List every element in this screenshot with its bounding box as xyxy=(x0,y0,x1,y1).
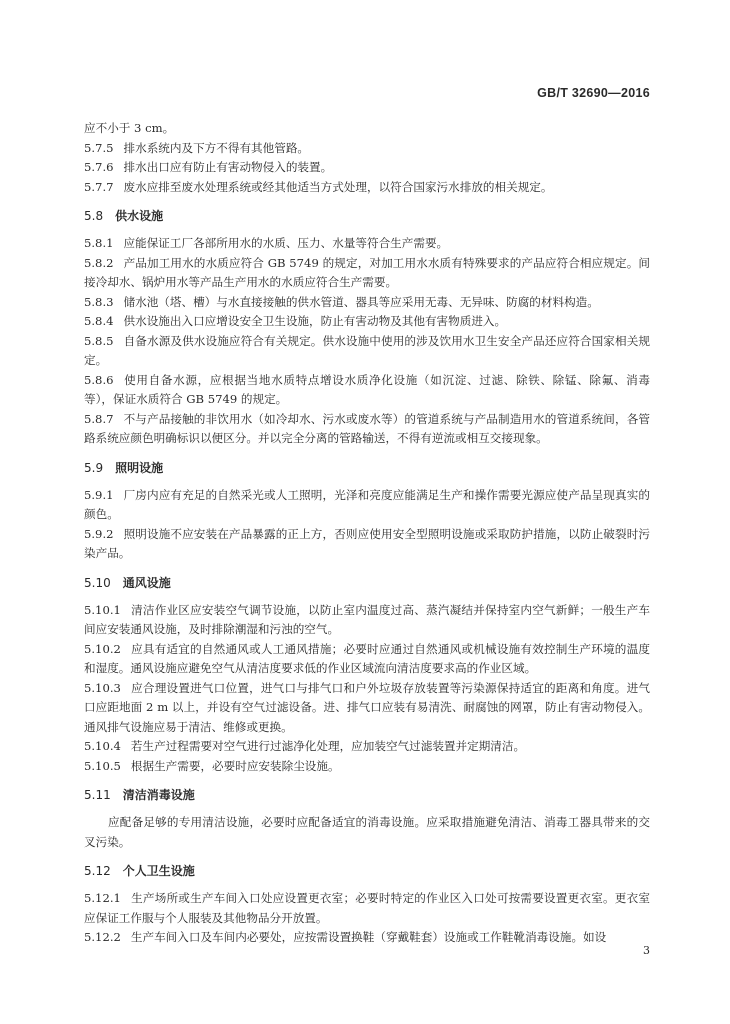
clause-text: 应具有适宜的自然通风或人工通风措施；必要时应通过自然通风或机械设施有效控制生产环境的温度和湿度。通风设施应避免空气从清洁度要求低的作业区域流向清洁度要求高的作业区域。 xyxy=(84,641,650,675)
clause-number: 5.12.1 xyxy=(84,891,121,905)
clause-text: 排水出口应有防止有害动物侵入的装置。 xyxy=(123,160,333,174)
section-title: 通风设施 xyxy=(122,575,171,590)
clause-paragraph xyxy=(84,757,650,777)
section-number: 5.9 xyxy=(84,460,104,475)
clause-number: 5.10.3 xyxy=(84,680,121,695)
page-number: 3 xyxy=(643,944,650,957)
clause-text: 产品加工用水的水质应符合 GB 5749 的规定，对加工用水水质有特殊要求的产品应符合相应规定。间接冷却水、锅炉用水等产品生产用水的水质应符合生产需要。 xyxy=(84,255,650,289)
clause-paragraph xyxy=(84,312,650,332)
clause-paragraph xyxy=(84,234,650,254)
section-number: 5.10 xyxy=(84,575,111,590)
clause-paragraph xyxy=(84,640,650,679)
section-number: 5.11 xyxy=(84,788,111,802)
clause-paragraph xyxy=(84,293,650,313)
clause-text: 储水池（塔、槽）与水直接接触的供水管道、器具等应采用无毒、无异味、防腐的材料构造。 xyxy=(123,294,599,309)
clause-paragraph xyxy=(84,158,650,178)
clause-number: 5.8.7 xyxy=(84,411,114,426)
clause-text: 排水系统内及下方不得有其他管路。 xyxy=(123,140,310,155)
clause-text: 应不小于 3 cm。 xyxy=(84,121,175,135)
clause-number: 5.10.5 xyxy=(84,758,121,773)
clause-number: 5.9.2 xyxy=(84,526,114,541)
clause-number: 5.7.6 xyxy=(84,160,114,174)
clause-text: 应配备足够的专用清洁设施，必要时应配备适宜的消毒设施。应采取措施避免清洁、消毒工器具带来的交叉污染。 xyxy=(84,815,650,849)
clause-number: 5.12.2 xyxy=(84,930,121,944)
clause-paragraph xyxy=(84,139,650,159)
clause-paragraph xyxy=(84,486,650,525)
clause-number: 5.10.2 xyxy=(84,641,121,656)
section-heading xyxy=(84,861,650,881)
clause-text: 清洁作业区应安装空气调节设施，以防止室内温度过高、蒸汽凝结并保持室内空气新鲜；一般生产车间应安装通风设施，及时排除潮湿和污浊的空气。 xyxy=(84,602,650,636)
clause-paragraph xyxy=(84,737,650,757)
clause-text: 厂房内应有充足的自然采光或人工照明，光泽和亮度应能满足生产和操作需要光源应使产品呈现真实的颜色。 xyxy=(84,487,650,521)
document-body xyxy=(84,119,650,948)
section-heading xyxy=(84,206,650,226)
clause-paragraph xyxy=(84,410,650,449)
clause-number: 5.7.5 xyxy=(84,140,114,155)
section-heading xyxy=(84,573,650,593)
clause-text: 若生产过程需要对空气进行过滤净化处理，应加装空气过滤装置并定期清洁。 xyxy=(130,739,526,753)
clause-number: 5.8.5 xyxy=(84,333,114,348)
clause-number: 5.8.6 xyxy=(84,372,114,387)
clause-text: 不与产品接触的非饮用水（如冷却水、污水或废水等）的管道系统与产品制造用水的管道系统间，各管路系统应颜色明确标识以便区分。并以完全分离的管路输送，不得有逆流或相互交接现象。 xyxy=(84,411,650,445)
clause-number: 5.9.1 xyxy=(84,487,114,502)
clause-text: 废水应排至废水处理系统或经其他适当方式处理，以符合国家污水排放的相关规定。 xyxy=(123,179,553,194)
clause-paragraph xyxy=(84,928,650,948)
clause-paragraph xyxy=(84,525,650,564)
clause-text: 生产场所或生产车间入口处应设置更衣室；必要时特定的作业区入口处可按需要设置更衣室。更衣室应保证工作服与个人服装及其他物品分开放置。 xyxy=(84,891,650,925)
clause-paragraph xyxy=(84,371,650,410)
clause-text: 应合理设置进气口位置，进气口与排气口和户外垃圾存放装置等污染源保持适宜的距离和角度。进气口应距地面 2 m 以上，并设有空气过滤设备。进、排气口应装有易清洗、耐腐蚀的网罩，防止有害动物侵入。通风排气设施应易于清洁、维修或更换。 xyxy=(84,680,650,734)
clause-paragraph xyxy=(84,254,650,293)
section-heading xyxy=(84,458,650,478)
clause-paragraph xyxy=(84,119,650,139)
clause-text: 自备水源及供水设施应符合有关规定。供水设施中使用的涉及饮用水卫生安全产品还应符合国家相关规定。 xyxy=(84,333,650,367)
clause-text: 照明设施不应安装在产品暴露的正上方，否则应使用安全型照明设施或采取防护措施，以防止破裂时污染产品。 xyxy=(84,526,650,560)
clause-text: 生产车间入口及车间内必要处，应按需设置换鞋（穿戴鞋套）设施或工作鞋靴消毒设施。如设 xyxy=(130,930,607,944)
clause-number: 5.10.1 xyxy=(84,602,121,617)
clause-paragraph xyxy=(84,332,650,371)
clause-number: 5.10.4 xyxy=(84,739,121,753)
clause-text: 使用自备水源，应根据当地水质特点增设水质净化设施（如沉淀、过滤、除铁、除锰、除氟、消毒等），保证水质符合 GB 5749 的规定。 xyxy=(84,372,650,406)
section-heading xyxy=(84,785,650,805)
clause-paragraph xyxy=(84,679,650,738)
section-title: 照明设施 xyxy=(115,460,164,475)
clause-paragraph xyxy=(84,178,650,198)
clause-paragraph xyxy=(84,813,650,852)
clause-number: 5.7.7 xyxy=(84,179,114,194)
section-title: 供水设施 xyxy=(115,209,164,223)
clause-number: 5.8.4 xyxy=(84,314,114,328)
section-title: 个人卫生设施 xyxy=(122,864,195,878)
standard-code: GB/T 32690—2016 xyxy=(537,86,650,100)
clause-number: 5.8.3 xyxy=(84,294,114,309)
clause-paragraph xyxy=(84,889,650,928)
clause-number: 5.8.2 xyxy=(84,255,114,270)
clause-text: 应能保证工厂各部所用水的水质、压力、水量等符合生产需要。 xyxy=(123,236,449,250)
section-title: 清洁消毒设施 xyxy=(122,788,195,802)
clause-paragraph xyxy=(84,601,650,640)
clause-text: 根据生产需要，必要时应安装除尘设施。 xyxy=(130,758,340,773)
section-number: 5.12 xyxy=(84,864,111,878)
clause-text: 供水设施出入口应增设安全卫生设施，防止有害动物及其他有害物质进入。 xyxy=(123,314,507,328)
section-number: 5.8 xyxy=(84,209,104,223)
clause-number: 5.8.1 xyxy=(84,236,114,250)
